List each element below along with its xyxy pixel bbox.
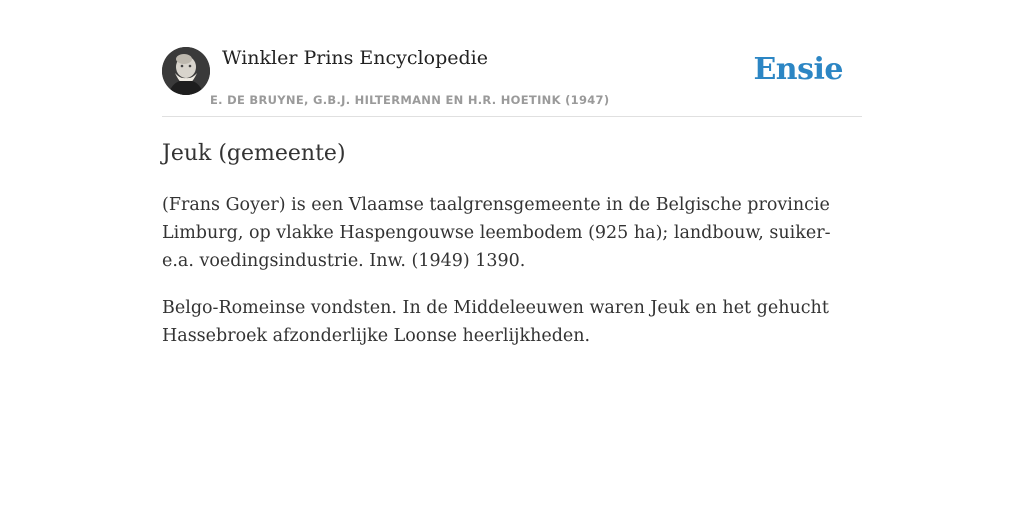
article-content <box>162 138 862 350</box>
entry-title: Jeuk (gemeente) <box>162 141 346 166</box>
author-portrait-icon[interactable] <box>162 47 210 95</box>
ensie-logo-link[interactable]: Ensie <box>753 52 843 87</box>
book-authors: E. DE BRUYNE, G.B.J. HILTERMANN EN H.R. HOETINK (1947) <box>210 93 610 107</box>
entry-paragraph-2: Belgo-Romeinse vondsten. In de Middeleeuwen waren Jeuk en het gehucht Hassebroek afzonderlijke Loonse heerlijkheden. <box>162 298 829 346</box>
entry-paragraph-1: (Frans Goyer) is een Vlaamse taalgrensgemeente in de Belgische provincie Limburg, op vlakke Haspengouwse leembodem (925 ha); landbouw, suiker- e.a. voedingsindustrie. Inw. (1949) 1390. <box>162 195 831 271</box>
book-title-link[interactable]: Winkler Prins Encyclopedie <box>222 47 488 69</box>
book-header <box>162 46 862 117</box>
